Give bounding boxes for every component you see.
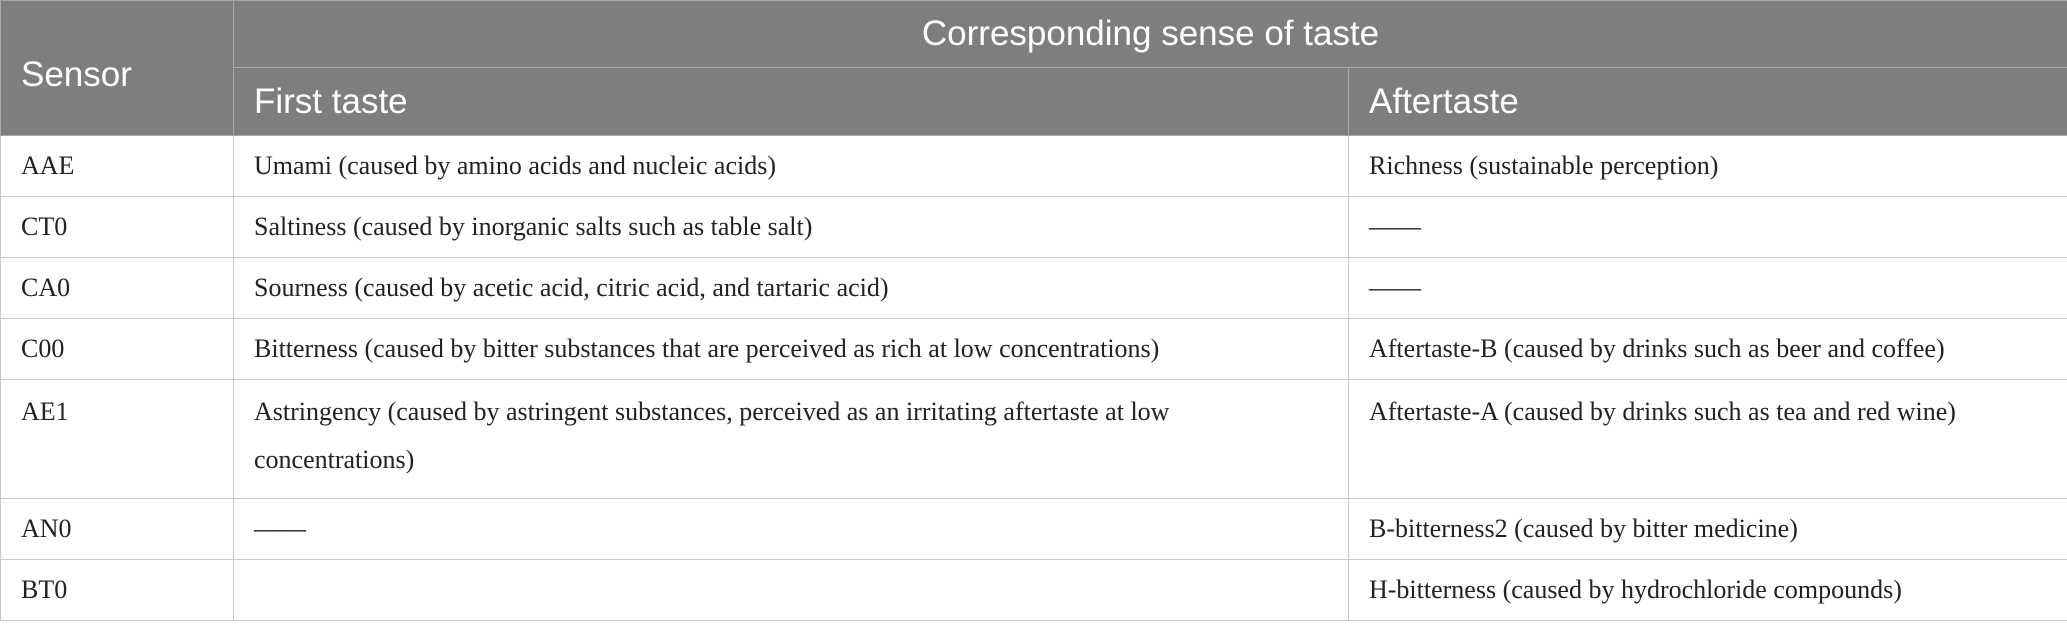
- sensor-cell: AAE: [1, 136, 234, 197]
- table-row: [1, 560, 2067, 621]
- header-first-taste: First taste: [234, 68, 1349, 136]
- sensor-cell: CA0: [1, 258, 234, 319]
- header-sensor: Sensor: [1, 1, 234, 136]
- sensor-cell: CT0: [1, 197, 234, 258]
- first-taste-cell: Bitterness (caused by bitter substances that are perceived as rich at low concentrations): [234, 319, 1349, 380]
- table-row: [1, 258, 2067, 319]
- first-taste-cell: Astringency (caused by astringent substances, perceived as an irritating aftertaste at low concentrations): [234, 380, 1349, 499]
- header-row-2: [1, 68, 2067, 136]
- first-taste-cell: ——: [234, 499, 1349, 560]
- aftertaste-cell: Richness (sustainable perception): [1349, 136, 2067, 197]
- aftertaste-cell: ——: [1349, 258, 2067, 319]
- aftertaste-cell: ——: [1349, 197, 2067, 258]
- table-row: [1, 197, 2067, 258]
- aftertaste-cell: Aftertaste-A (caused by drinks such as tea and red wine): [1349, 380, 2067, 499]
- aftertaste-cell: Aftertaste-B (caused by drinks such as beer and coffee): [1349, 319, 2067, 380]
- table-header: [1, 1, 2067, 136]
- table-row: [1, 136, 2067, 197]
- sensor-cell: C00: [1, 319, 234, 380]
- aftertaste-cell: B-bitterness2 (caused by bitter medicine): [1349, 499, 2067, 560]
- first-taste-cell: Sourness (caused by acetic acid, citric acid, and tartaric acid): [234, 258, 1349, 319]
- first-taste-cell: Umami (caused by amino acids and nucleic acids): [234, 136, 1349, 197]
- header-corresponding-sense: Corresponding sense of taste: [234, 1, 2067, 68]
- sensor-cell: BT0: [1, 560, 234, 621]
- table-row: [1, 499, 2067, 560]
- header-row-1: [1, 1, 2067, 68]
- table-body: [1, 136, 2067, 621]
- first-taste-cell: Saltiness (caused by inorganic salts such as table salt): [234, 197, 1349, 258]
- table-row: [1, 380, 2067, 499]
- sensor-cell: AE1: [1, 380, 234, 499]
- sensor-cell: AN0: [1, 499, 234, 560]
- header-aftertaste: Aftertaste: [1349, 68, 2067, 136]
- aftertaste-cell: H-bitterness (caused by hydrochloride compounds): [1349, 560, 2067, 621]
- first-taste-cell: [234, 560, 1349, 621]
- table-row: [1, 319, 2067, 380]
